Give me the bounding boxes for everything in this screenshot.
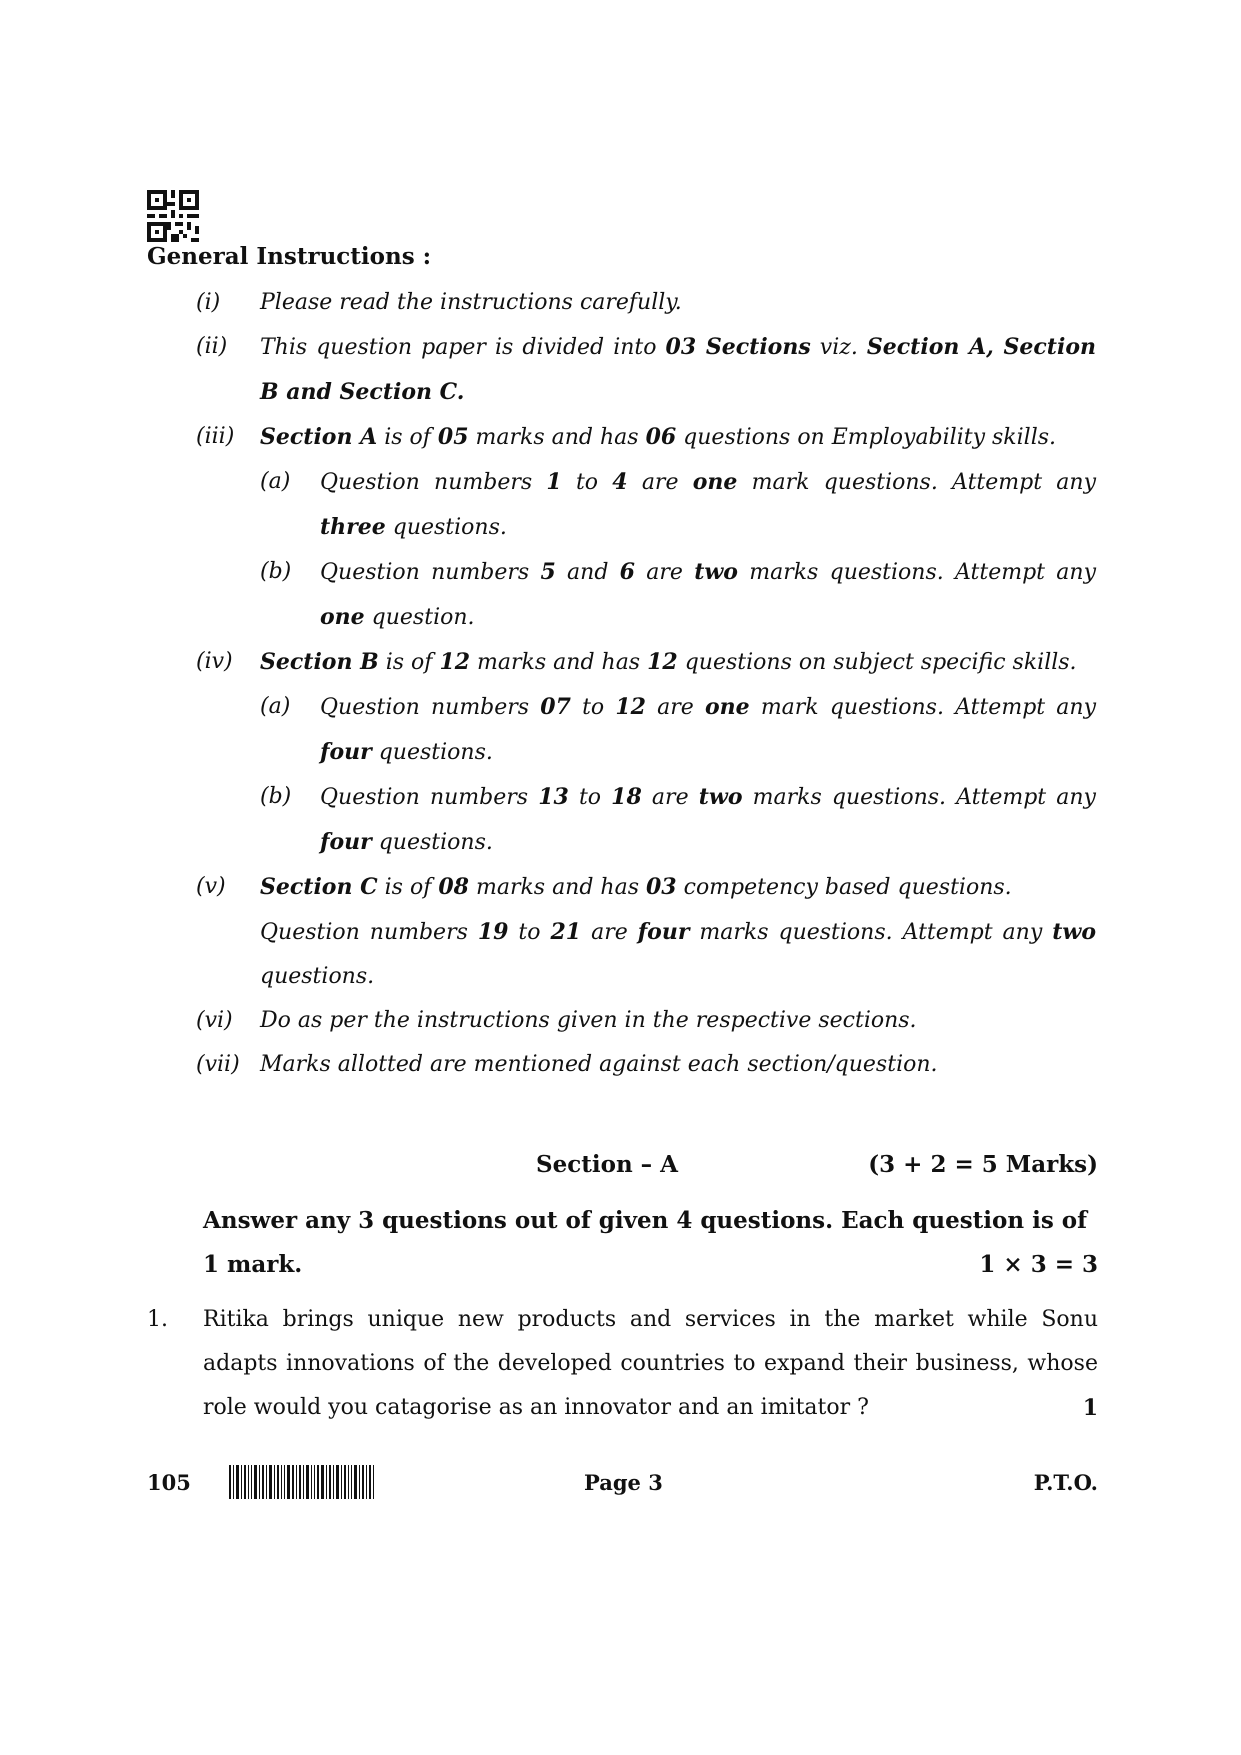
instruction-text: marks and has <box>468 875 646 900</box>
instruction-bold: 6 <box>619 559 635 585</box>
instruction-bold: 12 <box>439 649 471 675</box>
instruction-text: This question paper is divided into <box>260 335 666 360</box>
section-title: Section – A <box>536 1151 679 1178</box>
instruction-bold: two <box>694 559 738 585</box>
instruction-bold: 03 <box>646 874 677 900</box>
instruction-bold: 05 <box>437 424 469 450</box>
instruction-text: to <box>568 785 612 810</box>
instruction-number: (ii) <box>196 334 228 359</box>
instruction-item <box>196 640 1096 865</box>
instruction-text: Question numbers <box>320 695 541 720</box>
instruction-text: Do as per the instructions given in the respective sections. <box>260 1008 917 1033</box>
instruction-text: are <box>627 470 693 495</box>
instruction-text: are <box>634 560 695 585</box>
question-item <box>147 1298 1098 1430</box>
instruction-bold: 12 <box>647 649 678 675</box>
instruction-bold: 12 <box>615 694 646 720</box>
instruction-text: viz. <box>810 335 867 360</box>
instruction-text: competency based questions. <box>676 875 1012 900</box>
subitem-letter: (b) <box>260 559 292 584</box>
instruction-text: mark questions. Attempt any <box>737 470 1097 495</box>
instruction-text: is of <box>377 425 438 450</box>
instruction-text: marks and has <box>468 425 646 450</box>
instruction-bold: Section A, Section B and Section C. <box>260 334 1096 405</box>
instruction-bold: 19 <box>477 919 509 945</box>
instruction-bold: 18 <box>611 784 642 810</box>
subitem-letter: (a) <box>260 469 291 494</box>
instruction-bold: one <box>692 469 738 495</box>
instruction-text: are <box>645 695 705 720</box>
question-marks: 1 <box>1082 1395 1098 1421</box>
question-text: Ritika brings unique new products and services in the market while Sonu adapts innovations of the developed countries to expand their business, whose role would you catagorise as an innovator and an imitator ? <box>203 1307 1098 1420</box>
instruction-bold: Section C <box>260 874 378 900</box>
instruction-text: to <box>570 695 616 720</box>
instruction-bold: 5 <box>540 559 556 585</box>
instruction-bold: Section B <box>260 649 379 675</box>
instruction-number: (v) <box>196 874 226 899</box>
instruction-item <box>196 999 1096 1043</box>
instruction-text: is of <box>377 875 439 900</box>
instruction-text: questions. <box>371 830 493 855</box>
instruction-item <box>196 415 1096 640</box>
instruction-text: to <box>508 920 551 945</box>
instruction-subitem <box>260 550 1096 640</box>
instruction-text: is of <box>378 650 440 675</box>
section-instruction-text: Answer any 3 questions out of given 4 questions. Each question is of 1 mark. <box>203 1207 1088 1278</box>
instruction-text: Question numbers <box>320 560 541 585</box>
instruction-bold: one <box>704 694 750 720</box>
instruction-subitem <box>260 685 1096 775</box>
instruction-text: questions. <box>371 740 493 765</box>
instruction-bold: four <box>320 829 372 855</box>
instruction-bold: 13 <box>538 784 569 810</box>
instruction-text: to <box>561 470 613 495</box>
instruction-number: (iii) <box>196 424 235 449</box>
instruction-number: (vi) <box>196 1008 233 1033</box>
subitem-letter: (a) <box>260 694 291 719</box>
instruction-bold: four <box>320 739 372 765</box>
barcode <box>229 1465 374 1499</box>
section-instruction-marks: 1 × 3 = 3 <box>979 1251 1098 1278</box>
instruction-bold: one <box>320 604 365 630</box>
instruction-bold: 08 <box>438 874 469 900</box>
instruction-text: questions. <box>385 515 507 540</box>
instruction-subitem <box>260 775 1096 865</box>
paper-code: 105 <box>147 1470 191 1495</box>
instruction-text: marks and has <box>470 650 648 675</box>
instruction-text: mark questions. Attempt any <box>749 695 1097 720</box>
instruction-text: Please read the instructions carefully. <box>260 290 682 315</box>
instruction-text: marks questions. Attempt any <box>689 920 1053 945</box>
instruction-item <box>196 865 1096 999</box>
instruction-bold: 03 Sections <box>665 334 811 360</box>
subitem-letter: (b) <box>260 784 292 809</box>
instruction-text: marks questions. Attempt any <box>742 785 1096 810</box>
instructions-list <box>196 281 1096 1087</box>
section-marks: (3 + 2 = 5 Marks) <box>868 1151 1098 1178</box>
instruction-bold: two <box>1052 919 1096 945</box>
instruction-text: Marks allotted are mentioned against each section/question. <box>260 1052 938 1077</box>
pto-label: P.T.O. <box>1033 1470 1098 1495</box>
page-number: Page 3 <box>584 1470 663 1495</box>
instruction-text: Question numbers <box>260 920 478 945</box>
instruction-text: and <box>555 560 620 585</box>
instruction-number: (i) <box>196 290 221 315</box>
instruction-bold: Section A <box>260 424 378 450</box>
instruction-text: marks questions. Attempt any <box>737 560 1096 585</box>
instruction-bold: two <box>698 784 743 810</box>
instruction-item <box>196 325 1096 415</box>
instruction-text: questions. <box>260 964 375 989</box>
instruction-item <box>196 281 1096 325</box>
instruction-bold: 07 <box>540 694 571 720</box>
instruction-bold: 1 <box>546 469 562 495</box>
instruction-subitem <box>260 460 1096 550</box>
instruction-bold: 06 <box>645 424 677 450</box>
instruction-bold: three <box>320 514 386 540</box>
instruction-text: Question numbers <box>320 785 539 810</box>
qr-code <box>147 190 199 242</box>
instruction-item <box>196 1043 1096 1087</box>
instruction-text: questions on Employability skills. <box>676 425 1057 450</box>
general-instructions-heading: General Instructions : <box>147 243 432 270</box>
instruction-text: questions on subject specific skills. <box>677 650 1077 675</box>
instruction-number: (iv) <box>196 649 233 674</box>
instruction-number: (vii) <box>196 1052 240 1077</box>
instruction-text: question. <box>364 605 475 630</box>
section-instruction <box>203 1199 1098 1287</box>
question-number: 1. <box>147 1307 168 1332</box>
instruction-bold: 4 <box>612 469 628 495</box>
instruction-text: Question numbers <box>320 470 547 495</box>
instruction-text: are <box>641 785 699 810</box>
instruction-bold: four <box>637 919 690 945</box>
instruction-bold: 21 <box>550 919 582 945</box>
instruction-text: are <box>581 920 638 945</box>
